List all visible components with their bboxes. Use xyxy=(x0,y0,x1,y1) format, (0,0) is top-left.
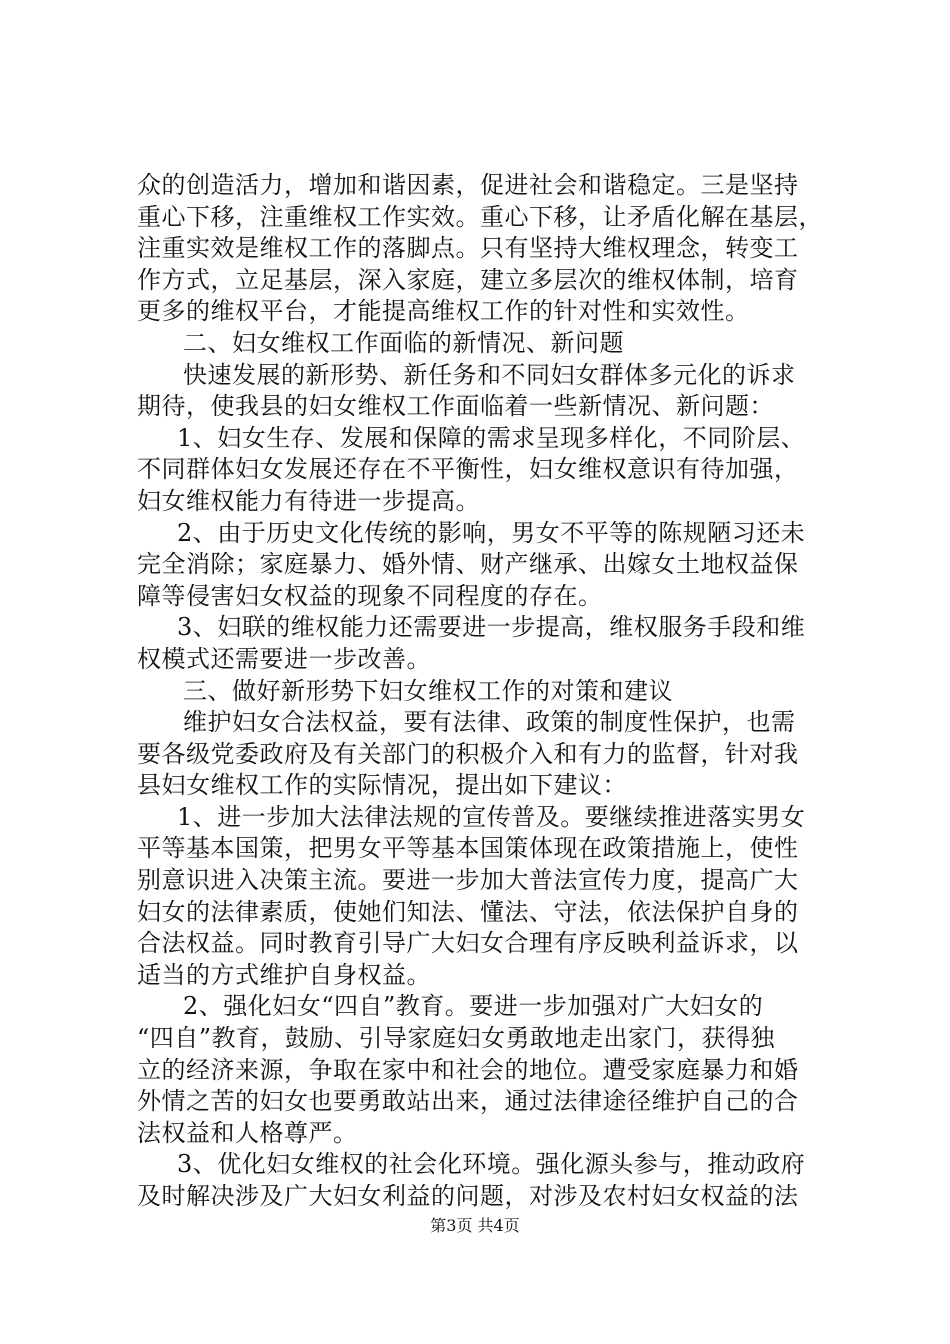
page-footer: 第3页 共4页 xyxy=(430,1216,520,1235)
text-line: 3、妇联的维权能力还需要进一步提高，维权服务手段和维 xyxy=(177,613,806,642)
text-line: 1、妇女生存、发展和保障的需求呈现多样化，不同阶层、 xyxy=(177,423,806,452)
text-line: 障等侵害妇女权益的现象不同程度的存在。 xyxy=(137,581,603,610)
text-line: 维护妇女合法权益，要有法律、政策的制度性保护，也需 xyxy=(183,708,796,737)
text-line: 1、进一步加大法律法规的宣传普及。要继续推进落实男女 xyxy=(177,802,806,831)
text-line: 完全消除；家庭暴力、婚外情、财产继承、出嫁女土地权益保 xyxy=(137,550,799,579)
text-line: 3、优化妇女维权的社会化环境。强化源头参与，推动政府 xyxy=(177,1150,806,1179)
text-line: 权模式还需要进一步改善。 xyxy=(137,644,431,673)
text-line: 众的创造活力，增加和谐因素，促进社会和谐稳定。三是坚持 xyxy=(137,171,799,199)
text-line: 期待，使我县的妇女维权工作面临着一些新情况、新问题： xyxy=(137,392,774,421)
text-line: 2、强化妇女“四自”教育。要进一步加强对广大妇女的 xyxy=(183,992,764,1021)
text-line: 适当的方式维护自身权益。 xyxy=(137,960,431,989)
text-line: 更多的维权平台，才能提高维权工作的针对性和实效性。 xyxy=(137,297,750,326)
text-line: 妇女的法律素质，使她们知法、懂法、守法，依法保护自身的 xyxy=(137,897,799,926)
text-line: 别意识进入决策主流。要进一步加大普法宣传力度，提高广大 xyxy=(137,866,799,895)
text-line: 不同群体妇女发展还存在不平衡性，妇女维权意识有待加强， xyxy=(137,455,799,484)
text-line: 法权益和人格尊严。 xyxy=(137,1118,358,1147)
text-line: 立的经济来源，争取在家中和社会的地位。遭受家庭暴力和婚 xyxy=(137,1055,799,1084)
text-line: 及时解决涉及广大妇女利益的问题，对涉及农村妇女权益的法 xyxy=(137,1182,799,1210)
text-line: 二、妇女维权工作面临的新情况、新问题 xyxy=(183,328,624,357)
text-line: 合法权益。同时教育引导广大妇女合理有序反映利益诉求，以 xyxy=(137,929,799,958)
text-line: “四自”教育，鼓励、引导家庭妇女勇敢地走出家门，获得独 xyxy=(137,1024,776,1053)
text-line: 注重实效是维权工作的落脚点。只有坚持大维权理念，转变工 xyxy=(137,234,799,263)
text-line: 外情之苦的妇女也要勇敢站出来，通过法律途径维护自己的合 xyxy=(137,1087,799,1116)
document-body xyxy=(137,170,827,1213)
text-line: 妇女维权能力有待进一步提高。 xyxy=(137,486,480,515)
text-line: 要各级党委政府及有关部门的积极介入和有力的监督，针对我 xyxy=(137,739,799,768)
text-line: 平等基本国策，把男女平等基本国策体现在政策措施上，使性 xyxy=(137,834,799,863)
text-line: 县妇女维权工作的实际情况，提出如下建议： xyxy=(137,771,627,800)
text-line: 重心下移，注重维权工作实效。重心下移，让矛盾化解在基层， xyxy=(137,202,823,231)
text-line: 快速发展的新形势、新任务和不同妇女群体多元化的诉求 xyxy=(183,360,796,389)
text-line: 三、做好新形势下妇女维权工作的对策和建议 xyxy=(183,676,673,705)
text-line: 2、由于历史文化传统的影响，男女不平等的陈规陋习还未 xyxy=(177,518,806,547)
text-line: 作方式，立足基层，深入家庭，建立多层次的维权体制，培育 xyxy=(137,265,799,294)
